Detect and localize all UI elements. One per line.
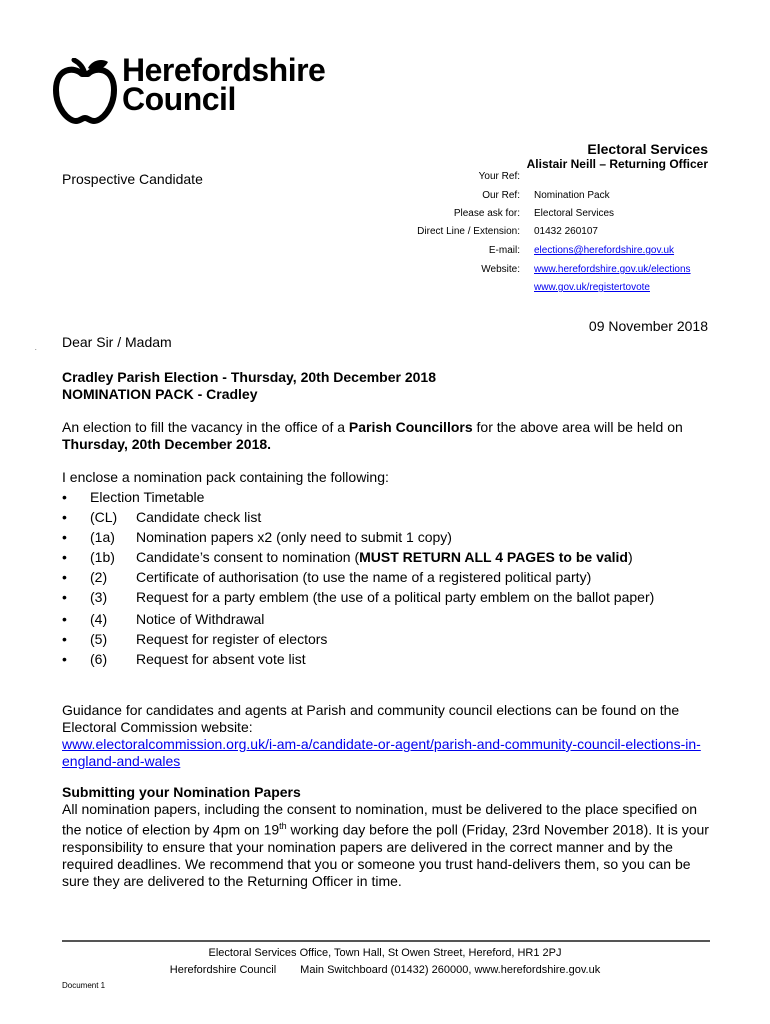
subject-line1: Cradley Parish Election - Thursday, 20th December 2018 bbox=[62, 369, 437, 385]
intro-office: Parish Councillors bbox=[348, 419, 473, 435]
ref-label-direct-line: Direct Line / Extension: bbox=[417, 226, 520, 237]
bullet-icon: • bbox=[62, 611, 67, 627]
electoral-commission-link[interactable]: www.electoralcommission.org.uk/i-am-a/candidate-or-agent/parish-and-community-council-elections-in-england-and-wales bbox=[62, 736, 701, 769]
bullet-icon: • bbox=[62, 569, 67, 585]
enclosure-desc: Election Timetable bbox=[90, 489, 205, 505]
footer-contact bbox=[0, 964, 770, 976]
ref-label-your-ref: Your Ref: bbox=[478, 171, 520, 182]
submitting-text-a: All nomination papers, including the consent to nomination, must be delivered to the place specified on the notice of election by 4pm on 19 bbox=[62, 801, 698, 838]
ref-label-ask-for: Please ask for: bbox=[453, 208, 520, 219]
ref-value-direct-line: 01432 260107 bbox=[534, 226, 598, 237]
enclosure-code: (1b) bbox=[90, 549, 115, 565]
stray-mark: . bbox=[35, 346, 37, 352]
enclosure-desc-start: Candidate’s consent to nomination ( bbox=[136, 549, 360, 565]
list-item bbox=[62, 547, 712, 567]
intro-text-2: for the above area will be held on bbox=[472, 419, 683, 435]
intro-text-1: An election to fill the vacancy in the office of a bbox=[62, 419, 349, 435]
footer-council: Herefordshire Council bbox=[169, 964, 277, 976]
enclosure-desc: Nomination papers x2 (only need to submit 1 copy) bbox=[136, 529, 452, 545]
enclosure-desc: Notice of Withdrawal bbox=[136, 611, 265, 627]
bullet-icon: • bbox=[62, 529, 67, 545]
org-name-line1: Herefordshire bbox=[122, 52, 326, 88]
document-number: Document 1 bbox=[62, 981, 106, 990]
department: Electoral Services bbox=[587, 141, 708, 157]
website-link[interactable]: www.herefordshire.gov.uk/elections bbox=[534, 264, 691, 275]
enclose-heading: I enclose a nomination pack containing the following: bbox=[62, 469, 389, 485]
enclosure-code: (3) bbox=[90, 589, 108, 605]
bullet-icon: • bbox=[62, 651, 67, 667]
intro-date: Thursday, 20th December 2018. bbox=[62, 436, 272, 452]
submitting-text bbox=[62, 801, 712, 890]
footer-switchboard: Main Switchboard (01432) 260000, www.herefordshire.gov.uk bbox=[300, 964, 601, 976]
enclosure-desc-bold: MUST RETURN ALL 4 PAGES to be valid bbox=[359, 549, 628, 565]
enclosure-desc-end: ) bbox=[628, 549, 633, 565]
enclosure-desc: Request for register of electors bbox=[136, 631, 328, 647]
list-item bbox=[62, 587, 712, 609]
enclosure-code: (4) bbox=[90, 611, 108, 627]
footer-address: Electoral Services Office, Town Hall, St Owen Street, Hereford, HR1 2PJ bbox=[208, 947, 562, 959]
list-item bbox=[62, 649, 712, 669]
email-link[interactable]: elections@herefordshire.gov.uk bbox=[534, 245, 675, 256]
subject-line2: NOMINATION PACK - Cradley bbox=[62, 386, 258, 402]
list-item bbox=[62, 629, 712, 649]
ref-value-ask-for: Electoral Services bbox=[534, 208, 615, 219]
ref-label-email: E-mail: bbox=[488, 245, 520, 256]
footer-rule bbox=[62, 940, 710, 942]
ref-value-our-ref: Nomination Pack bbox=[534, 190, 610, 201]
returning-officer: Alistair Neill – Returning Officer bbox=[526, 157, 708, 171]
enclosure-list bbox=[62, 487, 712, 669]
ref-label-website: Website: bbox=[481, 264, 520, 275]
org-name bbox=[122, 52, 326, 117]
enclosure-desc bbox=[136, 547, 696, 566]
submitting-section bbox=[62, 784, 712, 890]
enclosure-code: (1a) bbox=[90, 529, 115, 545]
bullet-icon: • bbox=[62, 631, 67, 647]
intro-paragraph bbox=[62, 419, 702, 453]
letter-date: 09 November 2018 bbox=[588, 318, 708, 334]
bullet-icon: • bbox=[62, 489, 67, 505]
enclosure-desc: Request for a party emblem (the use of a political party emblem on the ballot paper) bbox=[136, 589, 655, 605]
enclosure-code: (6) bbox=[90, 651, 108, 667]
org-name-line2: Council bbox=[122, 81, 236, 117]
list-item bbox=[62, 567, 712, 587]
list-item bbox=[62, 527, 712, 547]
enclosure-desc: Request for absent vote list bbox=[136, 651, 306, 667]
enclosure-desc: Candidate check list bbox=[136, 509, 262, 525]
recipient: Prospective Candidate bbox=[62, 171, 203, 187]
submitting-text-b: working day before the poll (Friday, 23rd November 2018). It is your responsibility to ensure that your nomination papers are delivered in the correct manner and by the required deadlines. We recommend that you or someone you trust hand-delivers them, so you can be sure they are delivered to the Returning Officer in time. bbox=[62, 821, 709, 889]
submitting-heading: Submitting your Nomination Papers bbox=[62, 784, 301, 800]
submitting-sup: th bbox=[279, 821, 287, 831]
enclosure-code: (5) bbox=[90, 631, 108, 647]
bullet-icon: • bbox=[62, 589, 67, 605]
bullet-icon: • bbox=[62, 549, 67, 565]
ref-label-our-ref: Our Ref: bbox=[482, 190, 520, 201]
register-to-vote-link[interactable]: www.gov.uk/registertovote bbox=[534, 282, 650, 293]
bullet-icon: • bbox=[62, 509, 67, 525]
list-item bbox=[62, 609, 712, 629]
guidance-text: Guidance for candidates and agents at Parish and community council elections can be found on the Electoral Commission website: bbox=[62, 702, 680, 735]
enclosure-code: (2) bbox=[90, 569, 108, 585]
guidance-paragraph bbox=[62, 702, 707, 770]
enclosure-code: (CL) bbox=[90, 509, 118, 525]
subject bbox=[62, 369, 712, 403]
list-item bbox=[62, 487, 712, 507]
enclosure-desc: Certificate of authorisation (to use the name of a registered political party) bbox=[136, 569, 592, 585]
salutation: Dear Sir / Madam bbox=[62, 334, 172, 350]
list-item bbox=[62, 507, 712, 527]
